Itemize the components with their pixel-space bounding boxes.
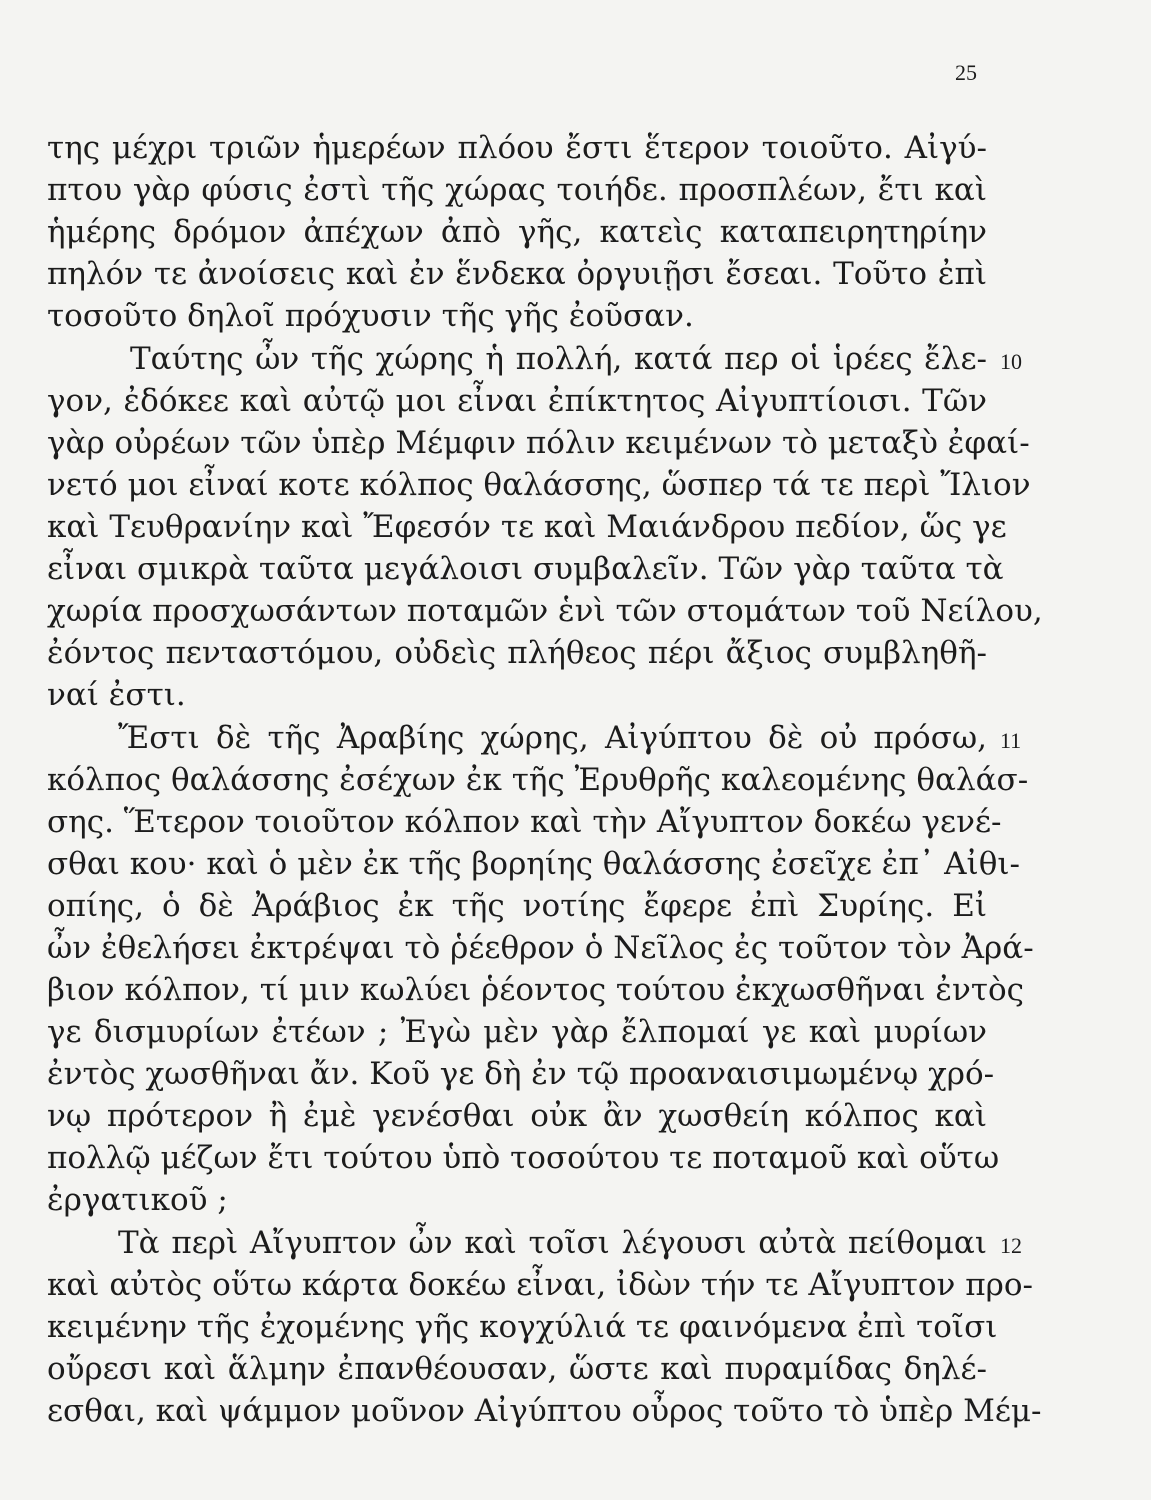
text-line: ὦν ἐθελήσει ἐκτρέψαι τὸ ῥέεθρον ὁ Νεῖλος ἐς τοῦτον τὸν Ἀρά- — [47, 930, 1034, 966]
text-line: της μέχρι τριῶν ἡμερέων πλόου ἔστι ἕτερον τοιοῦτο. Αἰγύ- — [47, 130, 987, 166]
text-line: βιον κόλπον, τί μιν κωλύει ῥέοντος τούτου ἐκχωσθῆναι ἐντὸς — [47, 972, 1024, 1008]
text-line: κειμένην τῆς ἐχομένης γῆς κογχύλιά τε φαινόμενα ἐπὶ τοῖσι — [47, 1309, 998, 1345]
section-number: 11 — [1000, 728, 1022, 753]
text-line: ναί ἐστι. — [47, 677, 186, 713]
text-line: ἐντὸς χωσθῆναι ἄν. Κοῦ γε δὴ ἐν τῷ προαναισιμωμένῳ χρό- — [47, 1056, 995, 1092]
page-number: 25 — [955, 60, 977, 85]
text-line: γον, ἐδόκεε καὶ αὐτῷ μοι εἶναι ἐπίκτητος Αἰγυπτίοισι. Τῶν — [47, 383, 987, 419]
text-line: χωρία προσχωσάντων ποταμῶν ἑνὶ τῶν στομάτων τοῦ Νείλου, — [47, 593, 1043, 629]
paragraph-first-line: Τὰ περὶ Αἴγυπτον ὦν καὶ τοῖσι λέγουσι αὐτὰ πείθομαι — [118, 1225, 987, 1261]
text-line: καὶ Τευθρανίην καὶ Ἔφεσόν τε καὶ Μαιάνδρου πεδίον, ὥς γε — [47, 509, 1007, 545]
text-line: εσθαι, καὶ ψάμμον μοῦνον Αἰγύπτου οὖρος τοῦτο τὸ ὑπὲρ Μέμ- — [47, 1393, 1042, 1429]
text-line: τοσοῦτο δηλοῖ πρόχυσιν τῆς γῆς ἐοῦσαν. — [47, 298, 694, 334]
text-line: σθαι κου· καὶ ὁ μὲν ἐκ τῆς βορηίης θαλάσσης ἐσεῖχε ἐπ᾽ Αἰθι- — [47, 846, 1021, 882]
text-line: νετό μοι εἶναί κοτε κόλπος θαλάσσης, ὥσπερ τά τε περὶ Ἴλιον — [47, 467, 1031, 503]
paragraph-first-line: Ἔστι δὲ τῆς Ἀραβίης χώρης, Αἰγύπτου δὲ οὐ πρόσω, — [118, 720, 987, 756]
text-line: καὶ αὐτὸς οὕτω κάρτα δοκέω εἶναι, ἰδὼν τήν τε Αἴγυπτον προ- — [47, 1267, 1033, 1303]
section-number: 10 — [1000, 349, 1022, 374]
text-line: ἐργατικοῦ ; — [47, 1182, 228, 1218]
text-line: κόλπος θαλάσσης ἐσέχων ἐκ τῆς Ἐρυθρῆς καλεομένης θαλάσ- — [47, 762, 1029, 798]
text-line: πηλόν τε ἀνοίσεις καὶ ἐν ἕνδεκα ὀργυιῇσι ἔσεαι. Τοῦτο ἐπὶ — [47, 256, 987, 292]
text-line: νῳ πρότερον ἢ ἐμὲ γενέσθαι οὐκ ἂν χωσθείη κόλπος καὶ — [47, 1098, 987, 1134]
text-line: πτου γὰρ φύσις ἐστὶ τῆς χώρας τοιήδε. προσπλέων, ἔτι καὶ — [47, 172, 987, 208]
text-line: εἶναι σμικρὰ ταῦτα μεγάλοισι συμβαλεῖν. Τῶν γὰρ ταῦτα τὰ — [47, 551, 1004, 587]
text-line: ἐόντος πενταστόμου, οὐδεὶς πλήθεος πέρι ἄξιος συμβληθῆ- — [47, 635, 987, 671]
text-line: ἡμέρης δρόμον ἀπέχων ἀπὸ γῆς, κατεὶς καταπειρητηρίην — [47, 214, 987, 250]
text-line: οπίης, ὁ δὲ Ἀράβιος ἐκ τῆς νοτίης ἔφερε ἐπὶ Συρίης. Εἰ — [47, 888, 987, 924]
text-line: οὔρεσι καὶ ἅλμην ἐπανθέουσαν, ὥστε καὶ πυραμίδας δηλέ- — [47, 1351, 987, 1387]
section-number: 12 — [1000, 1233, 1022, 1258]
paragraph-first-line: Ταύτης ὦν τῆς χώρης ἡ πολλή, κατά περ οἱ ἱρέες ἔλε- — [130, 341, 987, 377]
text-line: γὰρ οὐρέων τῶν ὑπὲρ Μέμφιν πόλιν κειμένων τὸ μεταξὺ ἐφαί- — [47, 425, 1030, 461]
text-line: πολλῷ μέζων ἔτι τούτου ὑπὸ τοσούτου τε ποταμοῦ καὶ οὕτω — [47, 1140, 1000, 1176]
text-line: σης. Ἕτερον τοιοῦτον κόλπον καὶ τὴν Αἴγυπτον δοκέω γενέ- — [47, 804, 1002, 840]
text-line: γε δισμυρίων ἐτέων ; Ἐγὼ μὲν γὰρ ἔλπομαί γε καὶ μυρίων — [47, 1014, 987, 1050]
